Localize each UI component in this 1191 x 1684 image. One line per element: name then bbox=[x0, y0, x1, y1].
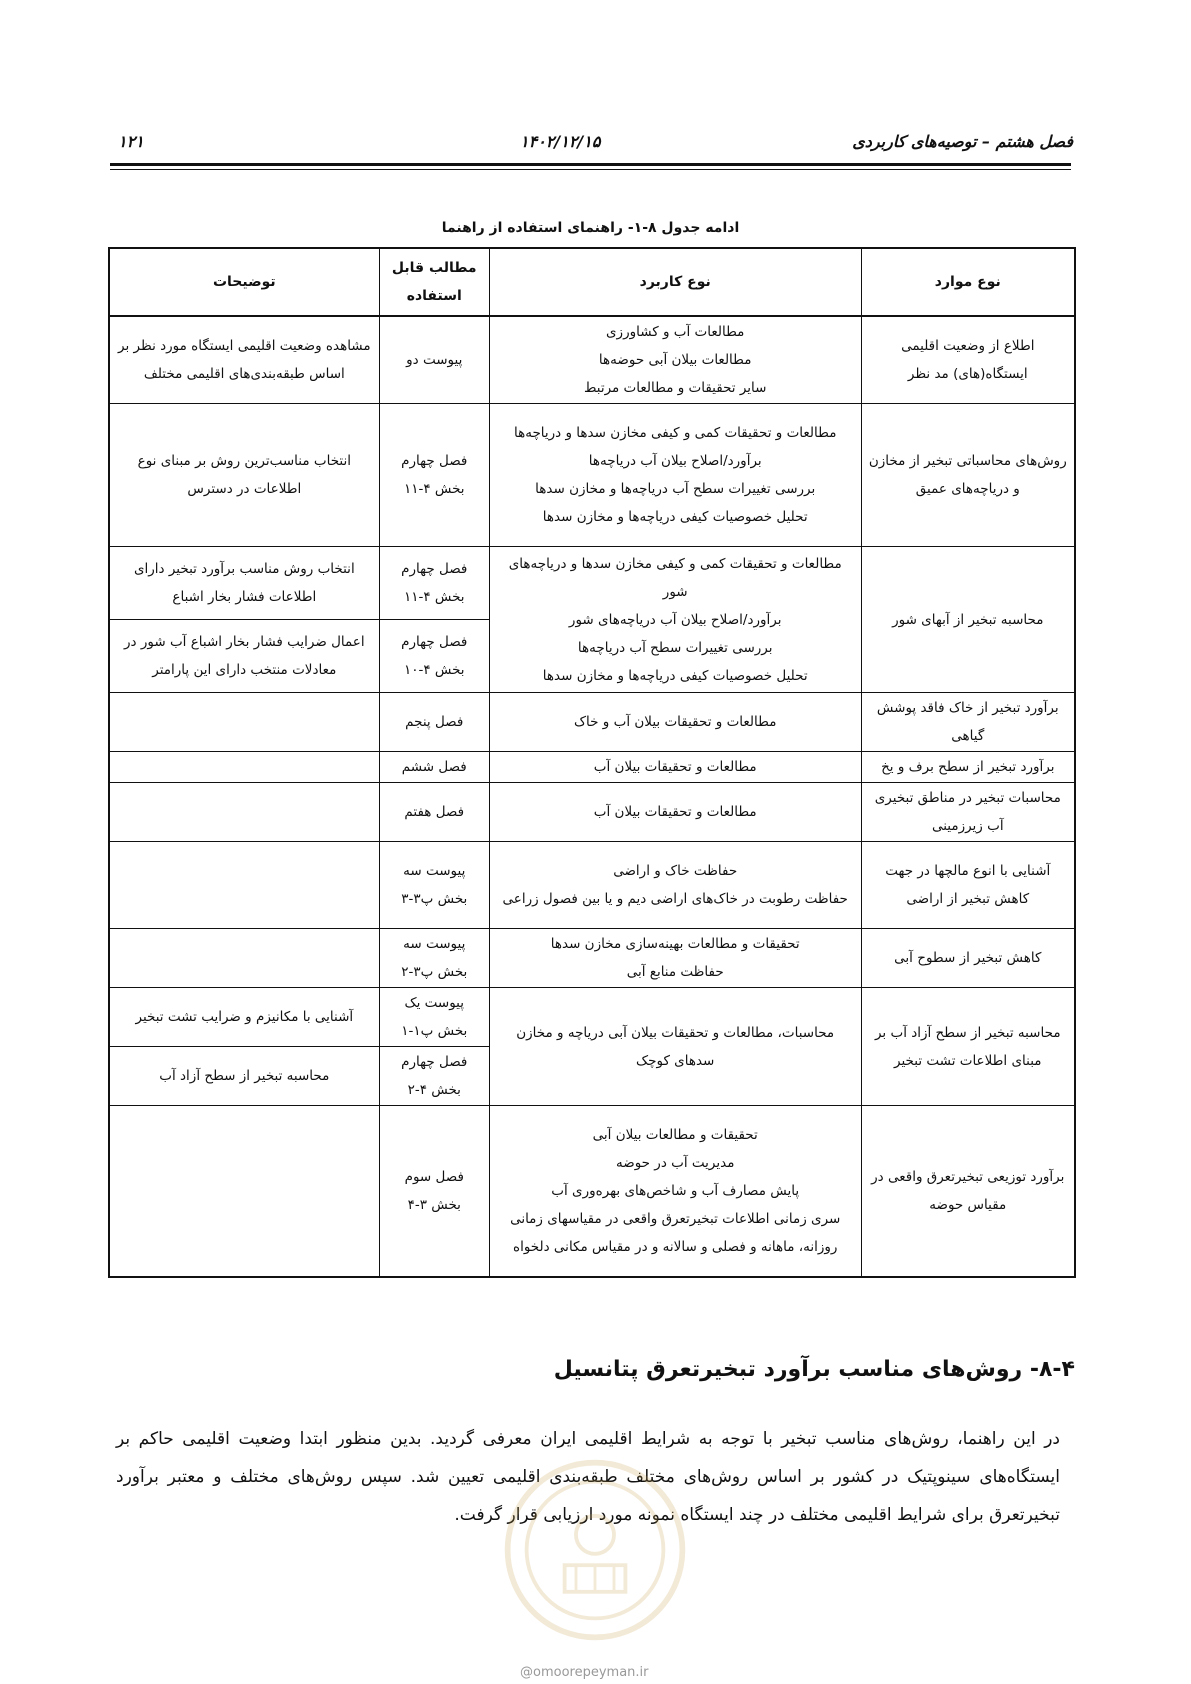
cell-application: مطالعات و تحقیقات بیلان آب و خاک bbox=[489, 693, 861, 752]
cell-application: مطالعات و تحقیقات بیلان آب bbox=[489, 752, 861, 783]
guide-table bbox=[108, 247, 1076, 1278]
cell-item-type: روش‌های محاسباتی تبخیر از مخازن و دریاچه‌های عمیق bbox=[861, 404, 1075, 547]
cell-item-type: محاسبه تبخیر از آبهای شور bbox=[861, 547, 1075, 693]
cell-reference: فصل ششم bbox=[379, 752, 489, 783]
cell-description: انتخاب مناسب‌ترین روش بر مبنای نوع اطلاعات در دسترس bbox=[109, 404, 379, 547]
cell-item-type: محاسبه تبخیر از سطح آزاد آب بر مبنای اطلاعات تشت تبخیر bbox=[861, 988, 1075, 1106]
cell-description: انتخاب روش مناسب برآورد تبخیر دارای اطلاعات فشار بخار اشباع bbox=[109, 547, 379, 620]
cell-application: تحقیقات و مطالعات بهینه‌سازی مخازن سدها حفاظت منابع آبی bbox=[489, 929, 861, 988]
cell-reference: پیوست سه بخش پ۳-۲ bbox=[379, 929, 489, 988]
cell-description bbox=[109, 693, 379, 752]
header-rule-thin bbox=[110, 169, 1071, 170]
cell-description: مشاهده وضعیت اقلیمی ایستگاه مورد نظر بر اساس طبقه‌بندی‌های اقلیمی مختلف bbox=[109, 316, 379, 404]
cell-description: اعمال ضرایب فشار بخار اشباع آب شور در معادلات منتخب دارای این پارامتر bbox=[109, 620, 379, 693]
cell-reference: فصل سوم بخش ۳-۴ bbox=[379, 1106, 489, 1278]
table-row bbox=[109, 1106, 1075, 1278]
watermark-logo-icon bbox=[500, 1455, 690, 1645]
cell-reference: فصل هفتم bbox=[379, 783, 489, 842]
table-row bbox=[109, 404, 1075, 547]
table-row bbox=[109, 842, 1075, 929]
cell-application: مطالعات آب و کشاورزی مطالعات بیلان آبی حوضه‌ها سایر تحقیقات و مطالعات مرتبط bbox=[489, 316, 861, 404]
cell-reference: فصل چهارم بخش ۴-۱۱ bbox=[379, 547, 489, 620]
cell-item-type: اطلاع از وضعیت اقلیمی ایستگاه(های) مد نظر bbox=[861, 316, 1075, 404]
table-caption: ادامه جدول ۸-۱- راهنمای استفاده از راهنما bbox=[441, 220, 740, 236]
section-title: ۸-۴- روش‌های مناسب برآورد تبخیرتعرق پتانسیل bbox=[553, 1357, 1075, 1382]
cell-application: مطالعات و تحقیقات کمی و کیفی مخازن سدها و دریاچه‌های شور برآورد/اصلاح بیلان آب دریاچه‌های شور بررسی تغییرات سطح آب دریاچه‌ها تحلیل خصوصیات کیفی دریاچه‌ها و مخازن سدها bbox=[489, 547, 861, 693]
page-number: ۱۲۱ bbox=[118, 132, 144, 151]
cell-description: محاسبه تبخیر از سطح آزاد آب bbox=[109, 1047, 379, 1106]
column-header: مطالب قابل استفاده bbox=[379, 248, 489, 316]
cell-reference: پیوست یک بخش پ۱-۱ bbox=[379, 988, 489, 1047]
cell-application: حفاظت خاک و اراضی حفاظت رطوبت در خاک‌های اراضی دیم و یا بین فصول زراعی bbox=[489, 842, 861, 929]
cell-description: آشنایی با مکانیزم و ضرایب تشت تبخیر bbox=[109, 988, 379, 1047]
cell-item-type: محاسبات تبخیر در مناطق تبخیری آب زیرزمینی bbox=[861, 783, 1075, 842]
cell-reference: پیوست دو bbox=[379, 316, 489, 404]
table-row bbox=[109, 316, 1075, 404]
cell-application: مطالعات و تحقیقات کمی و کیفی مخازن سدها و دریاچه‌ها برآورد/اصلاح بیلان آب دریاچه‌ها بررسی تغییرات سطح آب دریاچه‌ها و مخازن سدها تحلیل خصوصیات کیفی دریاچه‌ها و مخازن سدها bbox=[489, 404, 861, 547]
page-date: ۱۴۰۲/۱۲/۱۵ bbox=[520, 132, 601, 151]
table-row bbox=[109, 547, 1075, 620]
cell-item-type: برآورد توزیعی تبخیرتعرق واقعی در مقیاس حوضه bbox=[861, 1106, 1075, 1278]
cell-item-type: برآورد تبخیر از خاک فاقد پوشش گیاهی bbox=[861, 693, 1075, 752]
cell-description bbox=[109, 752, 379, 783]
cell-reference: فصل چهارم بخش ۴-۱۱ bbox=[379, 404, 489, 547]
cell-description bbox=[109, 929, 379, 988]
cell-application: محاسبات، مطالعات و تحقیقات بیلان آبی دریاچه و مخازن سدهای کوچک bbox=[489, 988, 861, 1106]
cell-description bbox=[109, 842, 379, 929]
cell-reference: پیوست سه بخش پ۳-۳ bbox=[379, 842, 489, 929]
table-row bbox=[109, 693, 1075, 752]
table-row bbox=[109, 752, 1075, 783]
cell-item-type: آشنایی با انوع مالچها در جهت کاهش تبخیر از اراضی bbox=[861, 842, 1075, 929]
cell-item-type: کاهش تبخیر از سطوح آبی bbox=[861, 929, 1075, 988]
chapter-title: فصل هشتم – توصیه‌های کاربردی bbox=[852, 132, 1073, 151]
table-row bbox=[109, 783, 1075, 842]
cell-description bbox=[109, 1106, 379, 1278]
cell-application: مطالعات و تحقیقات بیلان آب bbox=[489, 783, 861, 842]
table-header-row bbox=[109, 248, 1075, 316]
cell-reference: فصل پنجم bbox=[379, 693, 489, 752]
column-header: نوع کاربرد bbox=[489, 248, 861, 316]
column-header: توضیحات bbox=[109, 248, 379, 316]
section-paragraph: در این راهنما، روش‌های مناسب تبخیر با توجه به شرایط اقلیمی ایران معرفی گردید. بدین منظور ابتدا وضعیت اقلیمی حاکم بر ایستگاه‌های سینوپتیک در کشور بر اساس روش‌های مختلف طبقه‌بندی اقلیمی تعیین شد. سپس روش‌های مختلف و معتبر برآورد تبخیرتعرق برای شرایط اقلیمی مختلف در چند ایستگاه نمونه مورد ارزیابی قرار گرفت. bbox=[116, 1429, 1060, 1525]
cell-reference: فصل چهارم بخش ۴-۱۰ bbox=[379, 620, 489, 693]
cell-reference: فصل چهارم بخش ۴-۲ bbox=[379, 1047, 489, 1106]
column-header: نوع موارد bbox=[861, 248, 1075, 316]
cell-item-type: برآورد تبخیر از سطح برف و یخ bbox=[861, 752, 1075, 783]
cell-application: تحقیقات و مطالعات بیلان آبی مدیریت آب در حوضه پایش مصارف آب و شاخص‌های بهره‌وری آب سری زمانی اطلاعات تبخیرتعرق واقعی در مقیاسهای زمانی روزانه، ماهانه و فصلی و سالانه و در مقیاس مکانی دلخواه bbox=[489, 1106, 861, 1278]
table-row bbox=[109, 988, 1075, 1047]
table-row bbox=[109, 929, 1075, 988]
watermark-text: @omoorepeyman.ir bbox=[520, 1665, 649, 1680]
cell-description bbox=[109, 783, 379, 842]
header-rule-thick bbox=[110, 163, 1071, 166]
